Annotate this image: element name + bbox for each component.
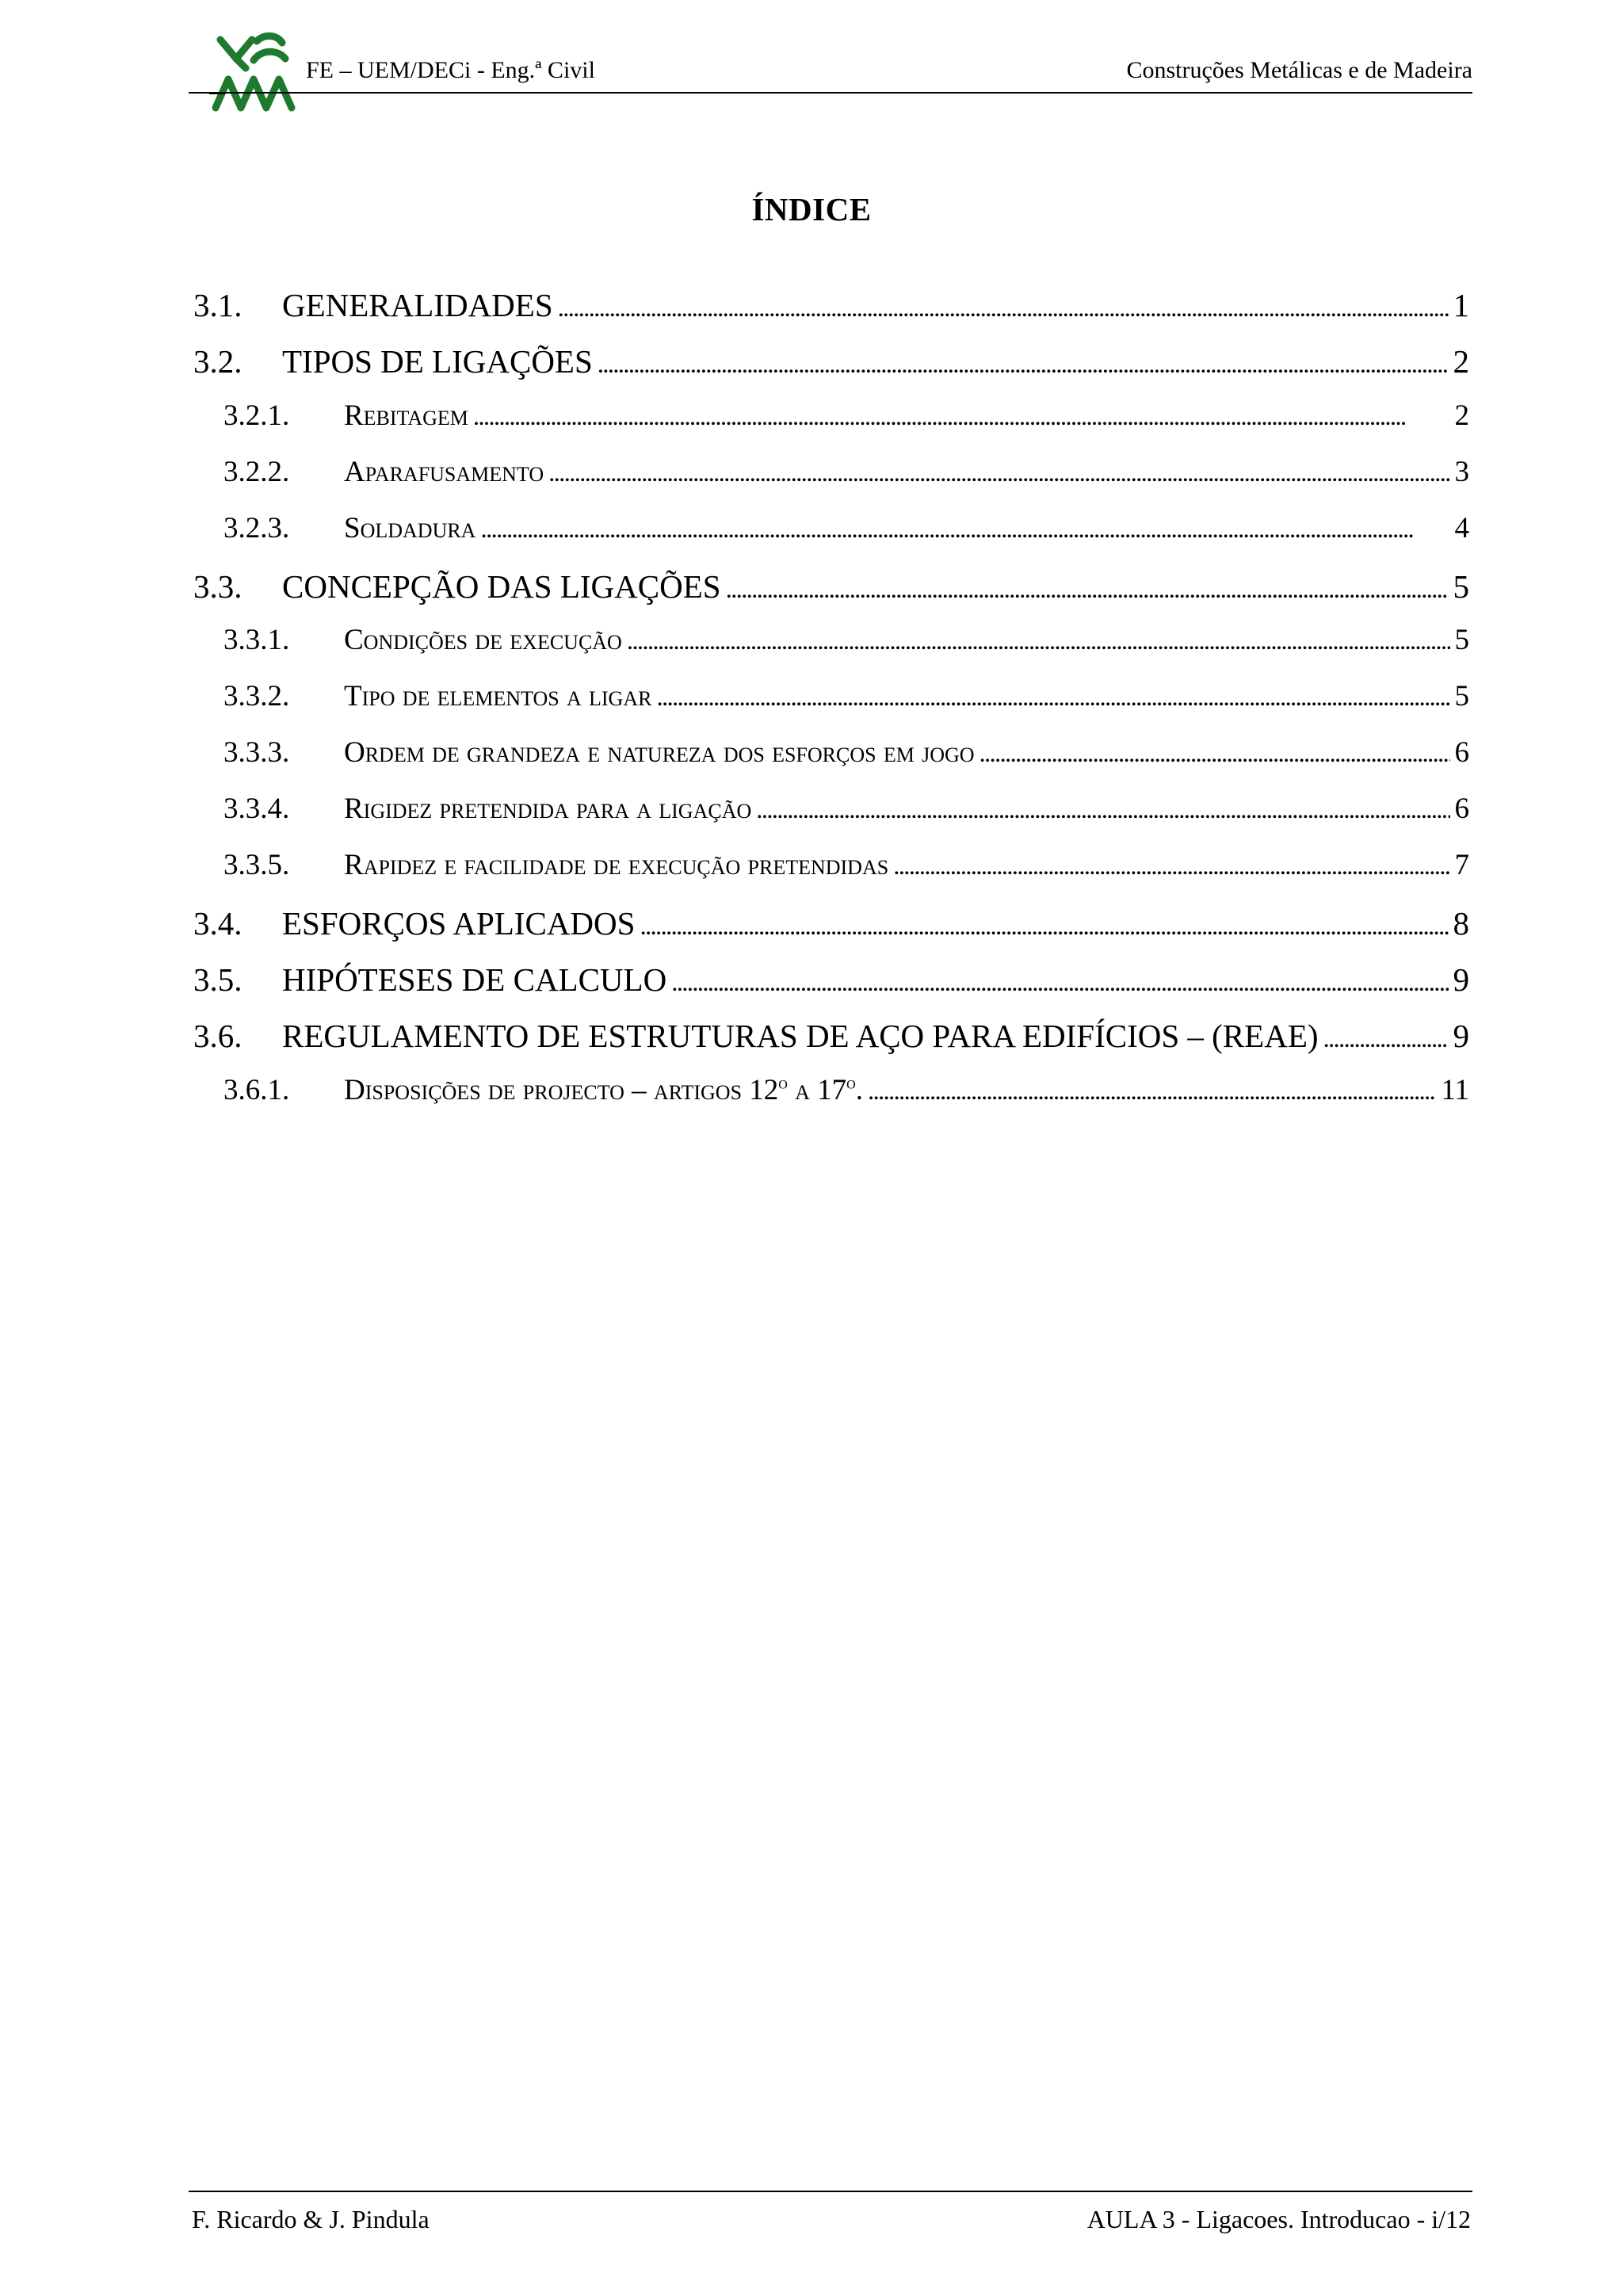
toc-entry-number: 3.3.3.	[223, 736, 290, 769]
toc-entry[interactable]	[223, 735, 1469, 783]
toc-entry-page: 6	[1454, 736, 1469, 769]
toc-entry-number: 3.5.	[193, 961, 242, 998]
toc-entry[interactable]	[193, 904, 1469, 952]
toc-dot-leader	[980, 739, 1450, 769]
toc-entry-number: 3.3.2.	[223, 680, 290, 712]
footer-authors: F. Ricardo & J. Pindula	[192, 2205, 430, 2233]
toc-entry-page: 7	[1454, 849, 1469, 881]
toc-entry[interactable]	[223, 511, 1469, 559]
toc-entry-page: 8	[1453, 905, 1469, 942]
toc-entry-title: Soldadura	[344, 512, 476, 544]
toc-entry[interactable]	[193, 342, 1469, 390]
toc-entry-title-part: a 17	[787, 1074, 847, 1106]
toc-entry-page: 5	[1453, 568, 1469, 605]
toc-entry-number: 3.4.	[193, 905, 242, 942]
toc-entry-title-part: Disposições de projecto – artigos 12	[344, 1074, 779, 1106]
toc-dot-leader	[671, 968, 1448, 998]
toc-entry-title-part: .	[855, 1074, 863, 1106]
toc-dot-leader	[473, 403, 1450, 432]
toc-entry-title: Tipo de elementos a ligar	[344, 680, 652, 712]
toc-entry-number: 3.2.3.	[223, 512, 290, 544]
toc-entry[interactable]	[193, 567, 1469, 615]
toc-entry[interactable]	[223, 848, 1469, 896]
toc-dot-leader	[548, 459, 1449, 488]
toc-entry-title: REGULAMENTO DE ESTRUTURAS DE AÇO PARA EDIFÍCIOS – (REAE)	[282, 1018, 1319, 1054]
toc-entry-page: 11	[1441, 1074, 1469, 1106]
toc-dot-leader	[627, 627, 1450, 656]
toc-entry-title: CONCEPÇÃO DAS LIGAÇÕES	[282, 568, 721, 605]
toc-entry-title: Aparafusamento	[344, 456, 544, 488]
toc-entry-title: ESFORÇOS APLICADOS	[282, 905, 636, 942]
footer-divider	[189, 2191, 1472, 2192]
toc-entry-number: 3.2.	[193, 343, 242, 380]
toc-entry-page: 2	[1453, 343, 1469, 380]
toc-entry-number: 3.2.1.	[223, 399, 290, 432]
toc-entry-title	[344, 1073, 863, 1107]
toc-entry[interactable]	[223, 623, 1469, 670]
toc-entry-page: 4	[1454, 512, 1469, 544]
toc-entry-page: 1	[1453, 287, 1469, 323]
toc-entry-title: Condições de execução	[344, 624, 622, 656]
page-title: ÍNDICE	[751, 191, 872, 227]
page-footer	[189, 2191, 1472, 2238]
toc-entry[interactable]	[223, 679, 1469, 727]
toc-entry-title: Rigidez pretendida para a ligação	[344, 793, 752, 825]
toc-entry-title: GENERALIDADES	[282, 287, 553, 323]
toc-entry-number: 3.3.	[193, 568, 242, 605]
toc-entry-page: 6	[1454, 793, 1469, 825]
toc-dot-leader	[756, 796, 1449, 825]
toc-entry-number: 3.3.5.	[223, 849, 290, 881]
footer-page-info: AULA 3 - Ligacoes. Introducao - i/12	[1086, 2205, 1471, 2233]
toc-entry[interactable]	[223, 399, 1469, 446]
toc-entry-number: 3.3.1.	[223, 624, 290, 656]
page-header	[189, 29, 1472, 114]
toc-entry[interactable]	[193, 286, 1469, 334]
toc-dot-leader	[598, 350, 1449, 380]
toc-dot-leader	[868, 1077, 1436, 1106]
header-institution: FE – UEM/DECi - Eng.ª Civil	[306, 57, 595, 83]
ordinal-superscript: o	[778, 1072, 788, 1093]
toc-entry-page: 5	[1454, 680, 1469, 712]
header-divider	[189, 92, 1472, 94]
toc-entry-number: 3.1.	[193, 287, 242, 323]
toc-entry-number: 3.6.1.	[223, 1074, 290, 1106]
header-course: Construções Metálicas e de Madeira	[1126, 57, 1472, 83]
toc-entry-page: 5	[1454, 624, 1469, 656]
toc-dot-leader	[1323, 1025, 1449, 1054]
uem-logo-icon	[209, 32, 300, 114]
toc-entry-number: 3.2.2.	[223, 456, 290, 488]
toc-entry-page: 9	[1453, 961, 1469, 998]
toc-entry-title: Ordem de grandeza e natureza dos esforços em jogo	[344, 736, 975, 769]
toc-entry-title: Rapidez e facilidade de execução pretendidas	[344, 849, 889, 881]
ordinal-superscript: o	[846, 1072, 856, 1093]
toc-entry-number: 3.3.4.	[223, 793, 290, 825]
toc-dot-leader	[480, 515, 1449, 544]
toc-entry-number: 3.6.	[193, 1018, 242, 1054]
toc-entry[interactable]	[193, 961, 1469, 1008]
toc-dot-leader	[558, 294, 1449, 323]
toc-entry[interactable]	[223, 455, 1469, 502]
toc-entry-page: 2	[1454, 399, 1469, 432]
toc-entry[interactable]	[193, 1017, 1469, 1064]
toc-entry[interactable]	[223, 792, 1469, 839]
toc-entry-title: Rebitagem	[344, 399, 468, 432]
toc-dot-leader	[726, 575, 1449, 605]
toc-dot-leader	[656, 683, 1449, 712]
toc-dot-leader	[893, 852, 1449, 881]
toc-entry-page: 3	[1454, 456, 1469, 488]
toc-entry[interactable]	[223, 1073, 1469, 1121]
toc-entry-title: TIPOS DE LIGAÇÕES	[282, 343, 593, 380]
toc-entry-page: 9	[1453, 1018, 1469, 1054]
toc-entry-title: HIPÓTESES DE CALCULO	[282, 961, 667, 998]
toc-dot-leader	[640, 912, 1448, 942]
